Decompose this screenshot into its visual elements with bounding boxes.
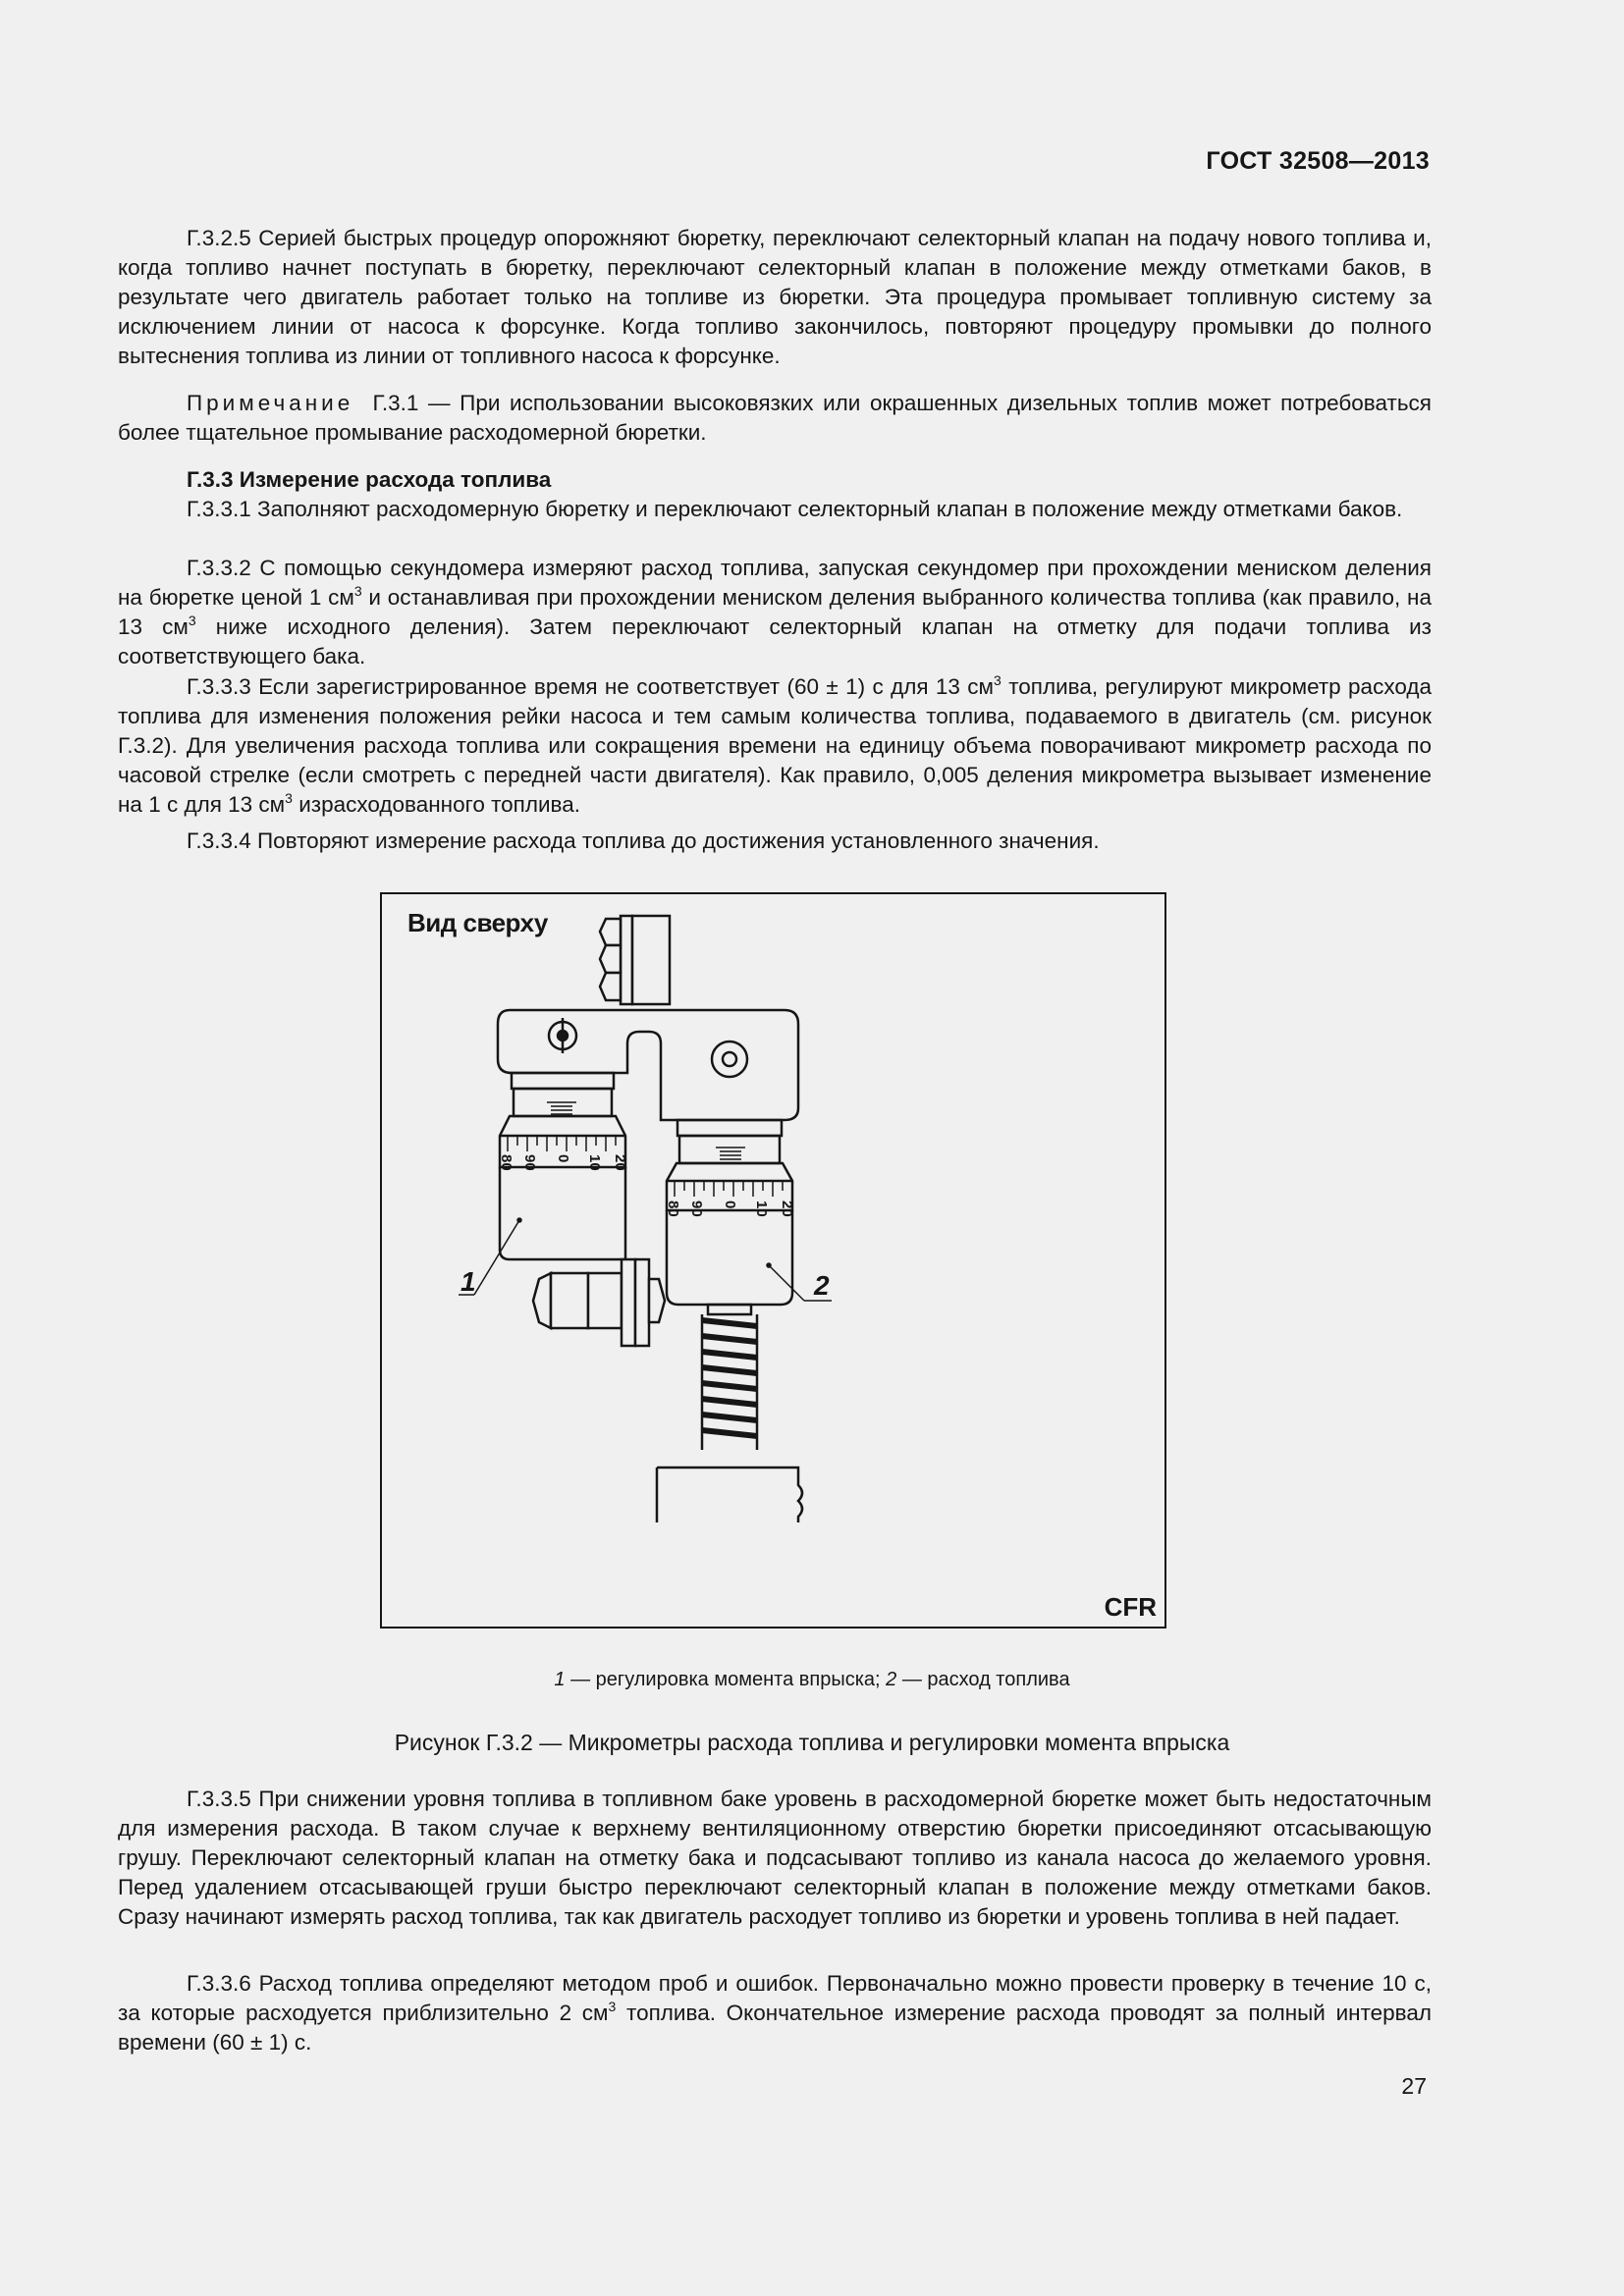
text-run: Г.3.3.3 Если зарегистрированное время не соответствует (60 ± 1) с для 13 см (187, 674, 995, 699)
spring-screw (702, 1305, 757, 1450)
figure-view-label: Вид сверху (407, 908, 548, 937)
note-text: Г.3.1 — При использовании высоковязких или окрашенных дизельных топлив может потребоваться более тщательное промывание расходомерной бюретки. (118, 391, 1432, 445)
page-number: 27 (1401, 2073, 1427, 2099)
scale-left-90: 90 (521, 1154, 538, 1171)
micrometer-left (500, 1073, 625, 1259)
legend-number-2: 2 (886, 1669, 897, 1690)
legend-text-1: — регулировка момента впрыска; (565, 1669, 887, 1690)
callout-1: 1 (460, 1266, 476, 1297)
scale-left-10: 10 (586, 1154, 603, 1171)
figure-source-label: CFR (1104, 1592, 1157, 1622)
paragraph-g-3-3-6 (118, 1969, 1432, 2057)
text-run: топлива. Окончательное измерение расхода проводят за полный интервал времени (60 ± 1) с. (118, 2001, 1432, 2055)
clamp-bar (498, 1010, 798, 1120)
text-run: Г.3.3.2 С помощью секундомера измеряют расход топлива, запуская секундомер при прохождении мениском деления на бюретке ценой 1 см (118, 556, 1432, 610)
paragraph-g-3-3-2 (118, 554, 1432, 671)
callout-2: 2 (814, 1270, 830, 1301)
scale-left-80: 80 (498, 1154, 514, 1171)
scale-right-20: 20 (779, 1201, 795, 1217)
paragraph-g-3-3-1: Г.3.3.1 Заполняют расходомерную бюретку и переключают селекторный клапан в положение между отметками баков. (187, 497, 1403, 521)
scale-right-0: 0 (722, 1201, 738, 1209)
paragraph-g-3-2-5: Г.3.2.5 Серией быстрых процедур опорожняют бюретку, переключают селекторный клапан на подачу нового топлива и, когда топливо начнет поступать в бюретку, переключают селекторный клапан в положение между отметками баков, в результате чего двигатель работает только на топливе из бюретки. Эта процедура промывает топливную систему за исключением линии от насоса к форсунке. Когда топливо закончилось, повторяют процедуру промывки до полного вытеснения топлива из линии от топливного насоса к форсунке. (118, 226, 1432, 368)
timing-adjuster-screw (533, 1259, 665, 1346)
figure-caption: Рисунок Г.3.2 — Микрометры расхода топлива и регулировки момента впрыска (394, 1730, 1230, 1755)
scale-left-20: 20 (612, 1154, 628, 1171)
text-run: ниже исходного деления). Затем переключают селекторный клапан на отметку для подачи топлива из соответствующего бака. (118, 614, 1432, 668)
top-bracket (600, 916, 670, 1004)
superscript: 3 (608, 1999, 617, 2014)
scale-left-0: 0 (555, 1154, 571, 1163)
section-heading: Г.3.3 Измерение расхода топлива (187, 467, 552, 492)
paragraph-g-3-3-3 (118, 672, 1432, 820)
legend-number-1: 1 (554, 1669, 566, 1690)
paragraph-g-3-3-5: Г.3.3.5 При снижении уровня топлива в топливном баке уровень в расходомерной бюретке может быть недостаточным для измерения расхода. В таком случае к верхнему вентиляционному отверстию бюретки присоединяют отсасывающую грушу. Переключают селекторный клапан на отметку бака и подсасывают топливо из канала насоса до желаемого уровня. Перед удалением отсасывающей груши быстро переключают селекторный клапан в положение между отметками баков. Сразу начинают измерять расход топлива, так как двигатель расходует топливо из бюретки и уровень топлива в ней падает. (118, 1787, 1432, 1929)
document-code: ГОСТ 32508—2013 (1206, 147, 1430, 175)
text-run: израсходованного топлива. (292, 792, 580, 817)
paragraph-g-3-3-4: Г.3.3.4 Повторяют измерение расхода топлива до достижения установленного значения. (187, 828, 1100, 853)
scale-right-80: 80 (665, 1201, 681, 1217)
text-run: Г.3.3.6 Расход топлива определяют методом проб и ошибок. Первоначально можно провести проверку в течение 10 с, за которые расходуется приблизительно 2 см (118, 1971, 1432, 2025)
note-g-3-1 (118, 389, 1432, 448)
figure-legend (0, 1669, 1624, 1691)
micrometer-right (667, 1120, 792, 1305)
figure-micrometers (380, 892, 1166, 1629)
text-run: топлива, регулируют микрометр расхода топлива для изменения положения рейки насоса и тем самым количества топлива, подаваемого в двигатель (см. рисунок Г.3.2). Для увеличения расхода топлива или сокращения времени на единицу объема поворачивают микрометр расхода по часовой стрелке (если смотреть с передней части двигателя). Как правило, 0,005 деления микрометра вызывает изменение на 1 с для 13 см (118, 674, 1432, 817)
note-label: Примечание (187, 391, 354, 415)
scale-right-10: 10 (753, 1201, 770, 1217)
base-plate (657, 1468, 802, 1522)
superscript: 3 (994, 672, 1001, 688)
legend-text-2: — расход топлива (896, 1669, 1070, 1690)
micrometer-drawing (382, 894, 1164, 1626)
text-run: и останавливая при прохождении мениском деления выбранного количества топлива (как правило, на 13 см (118, 585, 1432, 639)
superscript: 3 (353, 583, 362, 599)
scale-right-90: 90 (688, 1201, 705, 1217)
superscript: 3 (285, 790, 293, 806)
superscript: 3 (188, 613, 196, 628)
